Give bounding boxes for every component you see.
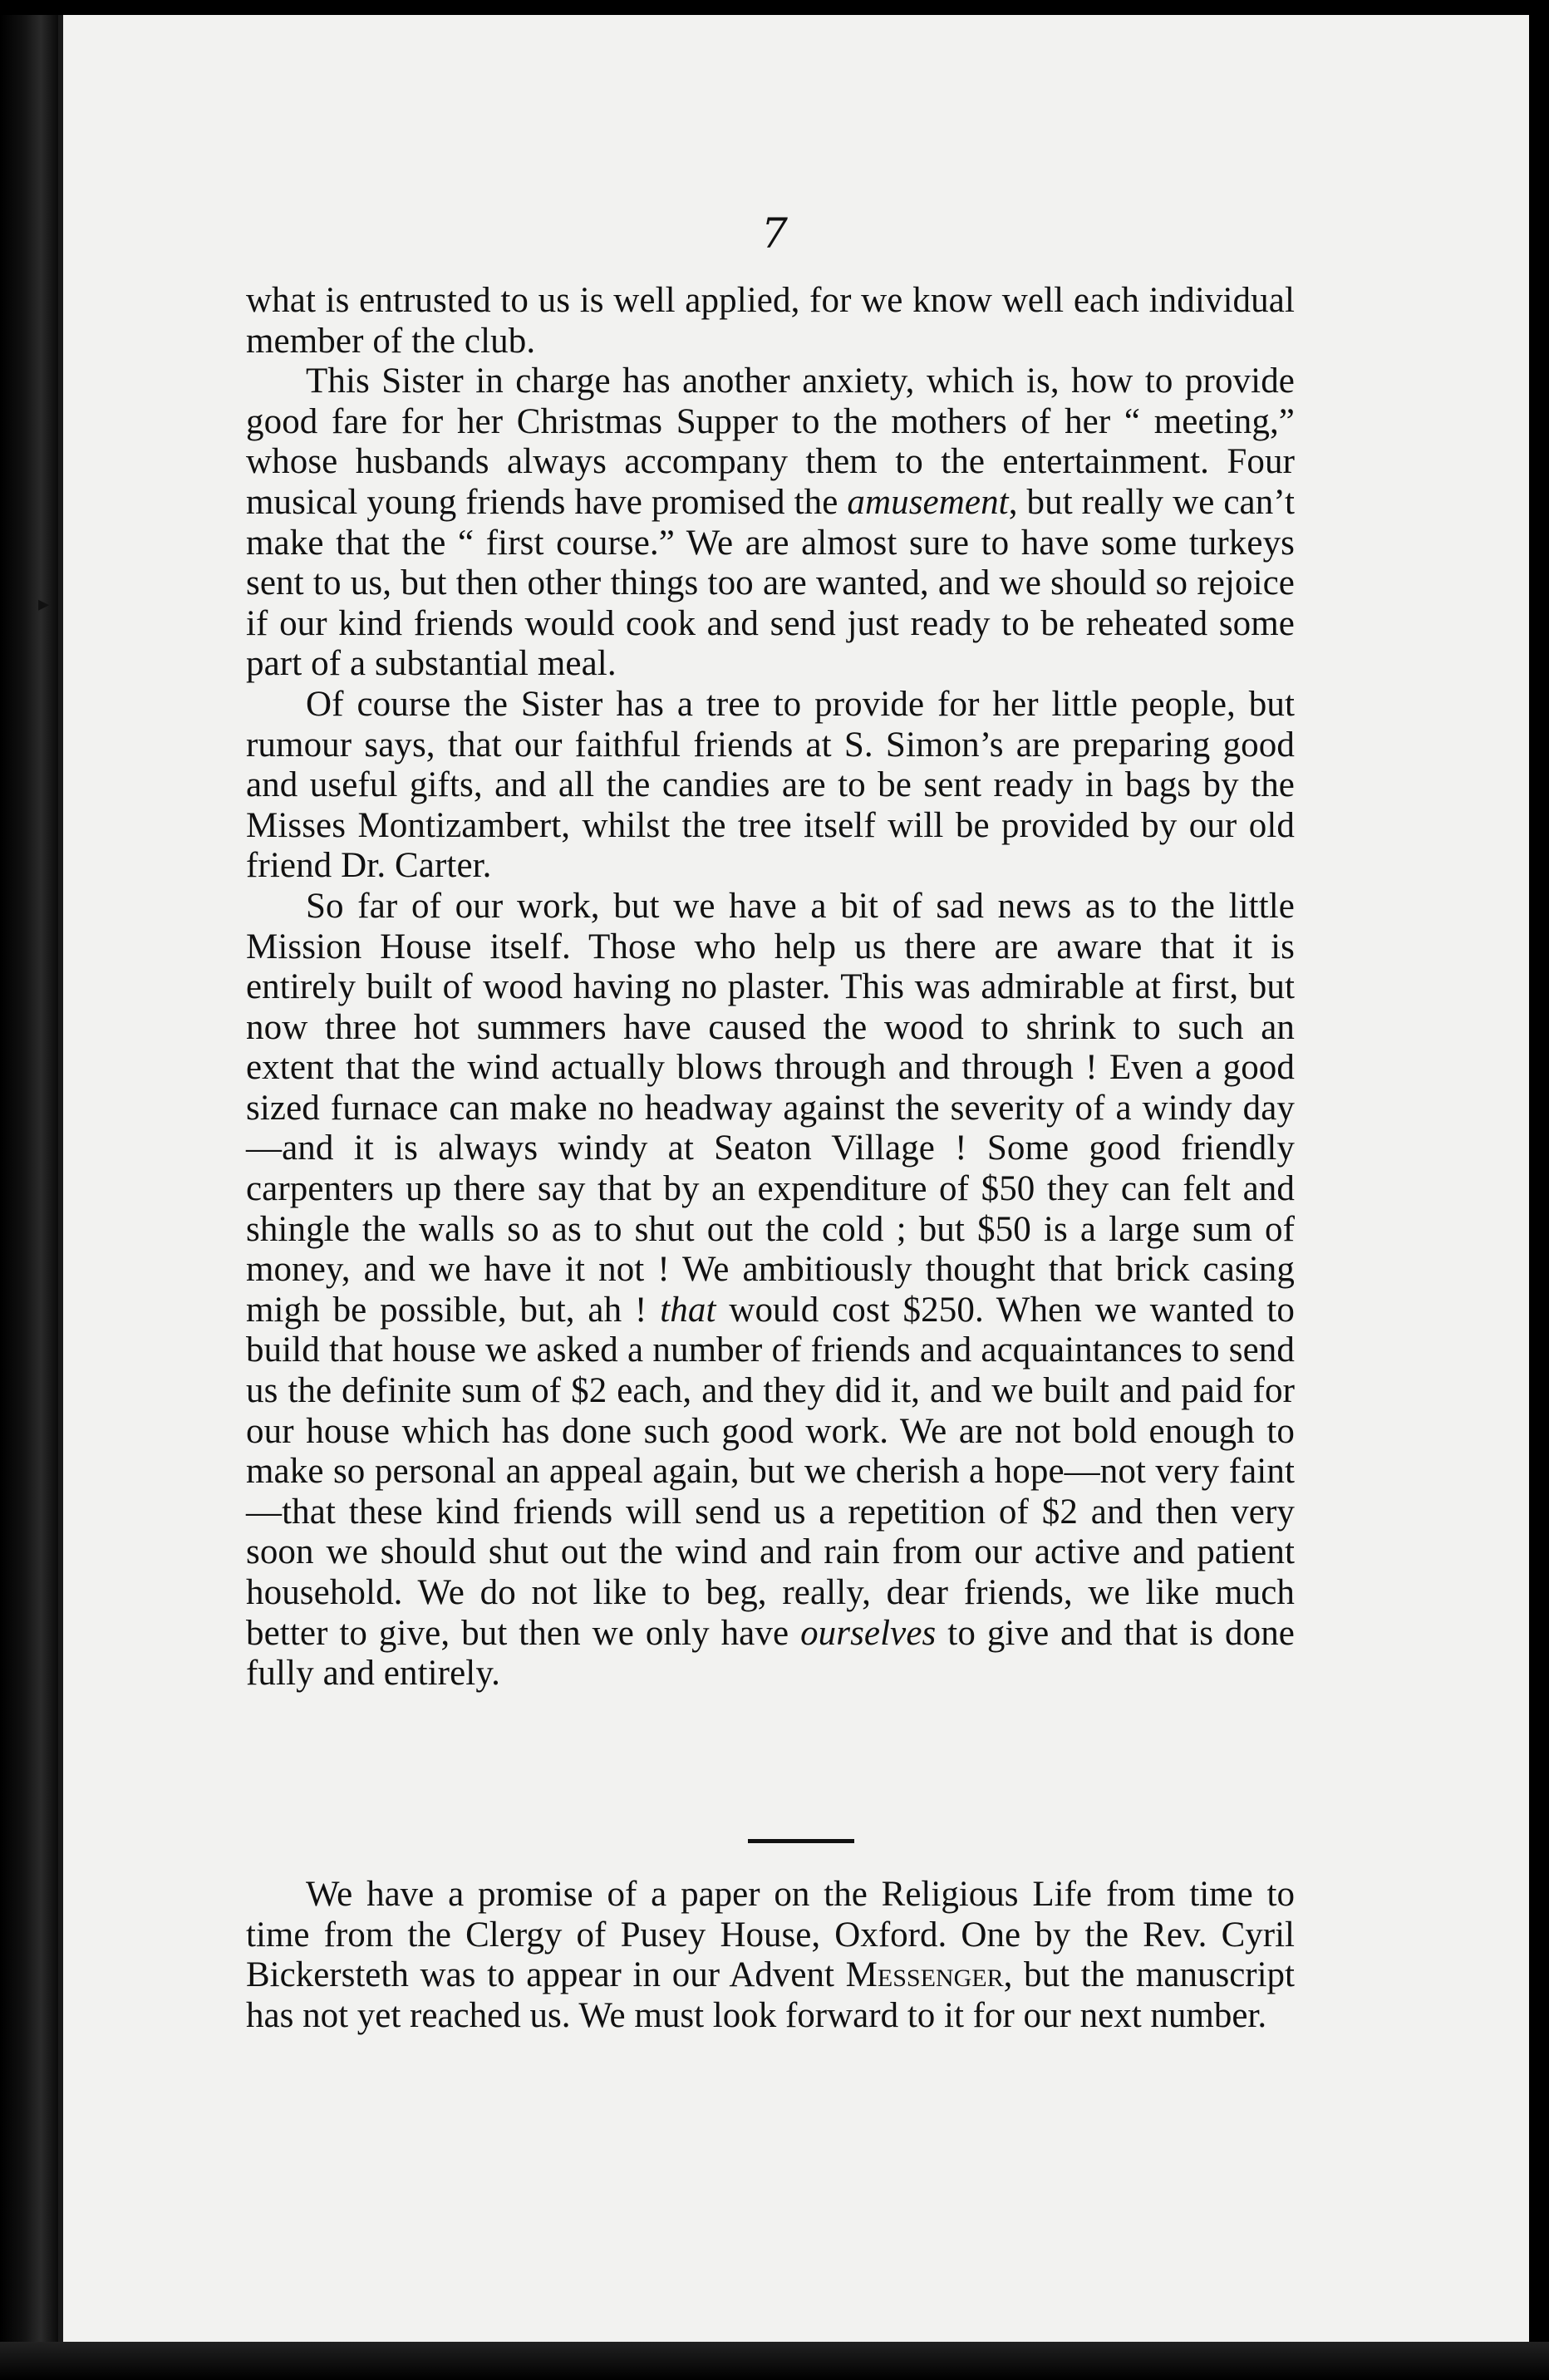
margin-mark: ▸ (38, 592, 50, 617)
paragraph-2 (246, 361, 1295, 685)
bottom-edge (0, 2342, 1549, 2380)
paragraph-3: Of course the Sister has a tree to provide for her little people, but rumour says, that our faithful friends at S. Simon’s are preparing good and useful gifts, and all the candies are to be sent ready in bags by the Misses Montizambert, whilst the tree itself will be provided by our old friend Dr. Carter. (246, 684, 1295, 886)
paragraph-4-text-c: to give and that is done fully and entirely. (246, 1613, 1295, 1694)
right-edge (1529, 0, 1549, 2380)
notice-paragraph (246, 1875, 1295, 2036)
paragraph-4 (246, 887, 1295, 1694)
article-body (246, 281, 1295, 1694)
notice-messenger: Messenger (845, 1955, 1004, 1995)
book-spine (0, 0, 58, 2380)
notice-text-b: , but the manuscript has not yet reached us. We must look forward to it for our next number. (246, 1955, 1295, 2035)
page-number: 7 (761, 209, 788, 258)
paragraph-4-italic-2: ourselves (800, 1613, 937, 1653)
top-edge (0, 0, 1549, 15)
notice-text-a: We have a promise of a paper on the Religious Life from time to time from the Clergy of Pusey House, Oxford. One by the Rev. Cyril Bickersteth was to appear in our Advent (246, 1875, 1295, 1995)
paragraph-2-italic: amusement (847, 482, 1009, 522)
paragraph-4-text-a: So far of our work, but we have a bit of sad news as to the little Mission House itself. Those who help us there are aware that it is entirely built of wood having no plaster. This was admirable at first, but now three hot summers have caused the wood to shrink to such an extent that the wind actually blows through and through ! Even a good sized furnace can make no headway against the severity of a windy day—and it is always windy at Seaton Village ! Some good friendly carpenters up there say that by an expenditure of $50 they can felt and shingle the walls so as to shut out the cold ; but $50 is a large sum of money, and we have it not ! We ambitiously thought that brick casing migh be possible, but, ah ! (246, 886, 1295, 1330)
notice-block (246, 1875, 1295, 2036)
paragraph-4-italic: that (660, 1290, 716, 1330)
paragraph-2-text-b: , but really we can’t make that the “ first course.” We are almost sure to have some turkeys sent to us, but then other things too are wanted, and we should so rejoice if our kind friends would cook and send just ready to be reheated some part of a substantial meal. (246, 482, 1296, 684)
paragraph-4-text-b: would cost $250. When we wanted to build that house we asked a number of friends and acquaintances to send us the definite sum of $2 each, and they did it, and we built and paid for our house which has done such good work. We are not bold enough to make so personal an appeal again, but we cherish a hope—not very faint —that these kind friends will send us a repetition of $2 and then very soon we should shut out the wind and rain from our active and patient household. We do not like to beg, really, dear friends, we like much better to give, but then we only have (246, 1290, 1296, 1653)
section-divider (748, 1839, 854, 1843)
paragraph-2-text-a: This Sister in charge has another anxiety, which is, how to provide good fare for her Christmas Supper to the mothers of her “ meeting,” whose husbands always accompany them to the entertainment. Four musical young friends have promised the (246, 361, 1295, 522)
paragraph-1: what is entrusted to us is well applied, for we know well each individual member of the club. (246, 281, 1295, 361)
